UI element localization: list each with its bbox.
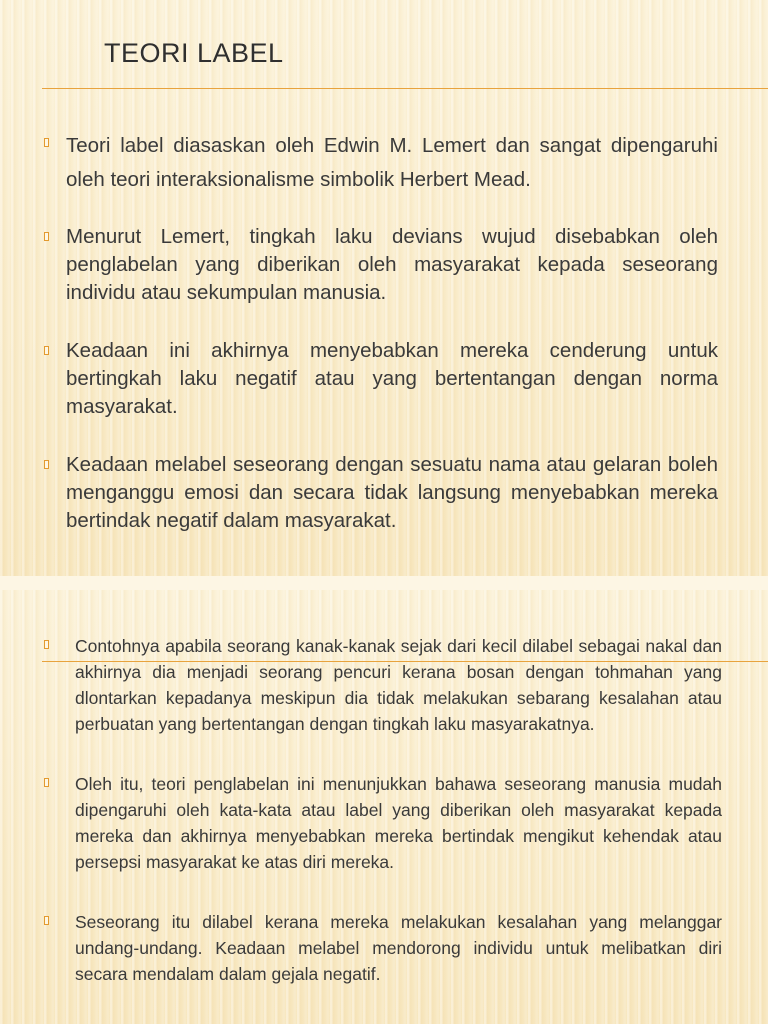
bullet-icon xyxy=(44,460,49,469)
bullet-icon xyxy=(44,232,49,241)
bullet-item xyxy=(44,909,722,987)
bullet-icon xyxy=(44,138,49,147)
bullet-icon xyxy=(44,916,49,925)
bullet-text: Keadaan melabel seseorang dengan sesuatu nama atau gelaran boleh menganggu emosi dan secara tidak langsung menyebabkan mereka bertindak negatif dalam masyarakat. xyxy=(66,453,718,532)
bullet-item xyxy=(44,337,718,421)
bullet-item xyxy=(44,771,722,875)
slide-separator xyxy=(0,576,768,590)
bullet-text: Oleh itu, teori penglabelan ini menunjukkan bahawa seseorang manusia mudah dipengaruhi oleh kata-kata atau label yang diberikan oleh masyarakat kepada mereka dan akhirnya menyebabkan mereka bertindak mengikut kehendak atau persepsi masyarakat ke atas diri mereka. xyxy=(75,774,722,872)
bullet-list xyxy=(44,129,718,565)
bullet-list xyxy=(44,633,722,1021)
title-divider xyxy=(42,88,768,89)
bullet-text: Teori label diasaskan oleh Edwin M. Lemert dan sangat dipengaruhi oleh teori interaksionalisme simbolik Herbert Mead. xyxy=(66,134,718,191)
bullet-item xyxy=(44,223,718,307)
bullet-icon xyxy=(44,346,49,355)
slide-title: TEORI LABEL xyxy=(104,38,284,68)
bullet-item xyxy=(44,451,718,535)
bullet-icon xyxy=(44,640,49,649)
bullet-text: Seseorang itu dilabel kerana mereka melakukan kesalahan yang melanggar undang-undang. Keadaan melabel mendorong individu untuk melibatkan diri secara mendalam dalam gejala negatif. xyxy=(75,912,722,984)
bullet-text: Keadaan ini akhirnya menyebabkan mereka cenderung untuk bertingkah laku negatif atau yang bertentangan dengan norma masyarakat. xyxy=(66,339,718,418)
bullet-item xyxy=(44,129,718,197)
bullet-icon xyxy=(44,778,49,787)
bullet-text: Contohnya apabila seorang kanak-kanak sejak dari kecil dilabel sebagai nakal dan akhirnya dia menjadi seorang pencuri kerana bosan dengan tohmahan yang dlontarkan kepadanya meskipun dia tidak melakukan sebarang kesalahan atau perbuatan yang bertentangan dengan tingkah laku masyarakatnya. xyxy=(75,636,722,734)
bullet-item xyxy=(44,633,722,737)
slide-2 xyxy=(0,590,768,1024)
bullet-text: Menurut Lemert, tingkah laku devians wujud disebabkan oleh penglabelan yang diberikan oleh masyarakat kepada seseorang individu atau sekumpulan manusia. xyxy=(66,225,718,304)
